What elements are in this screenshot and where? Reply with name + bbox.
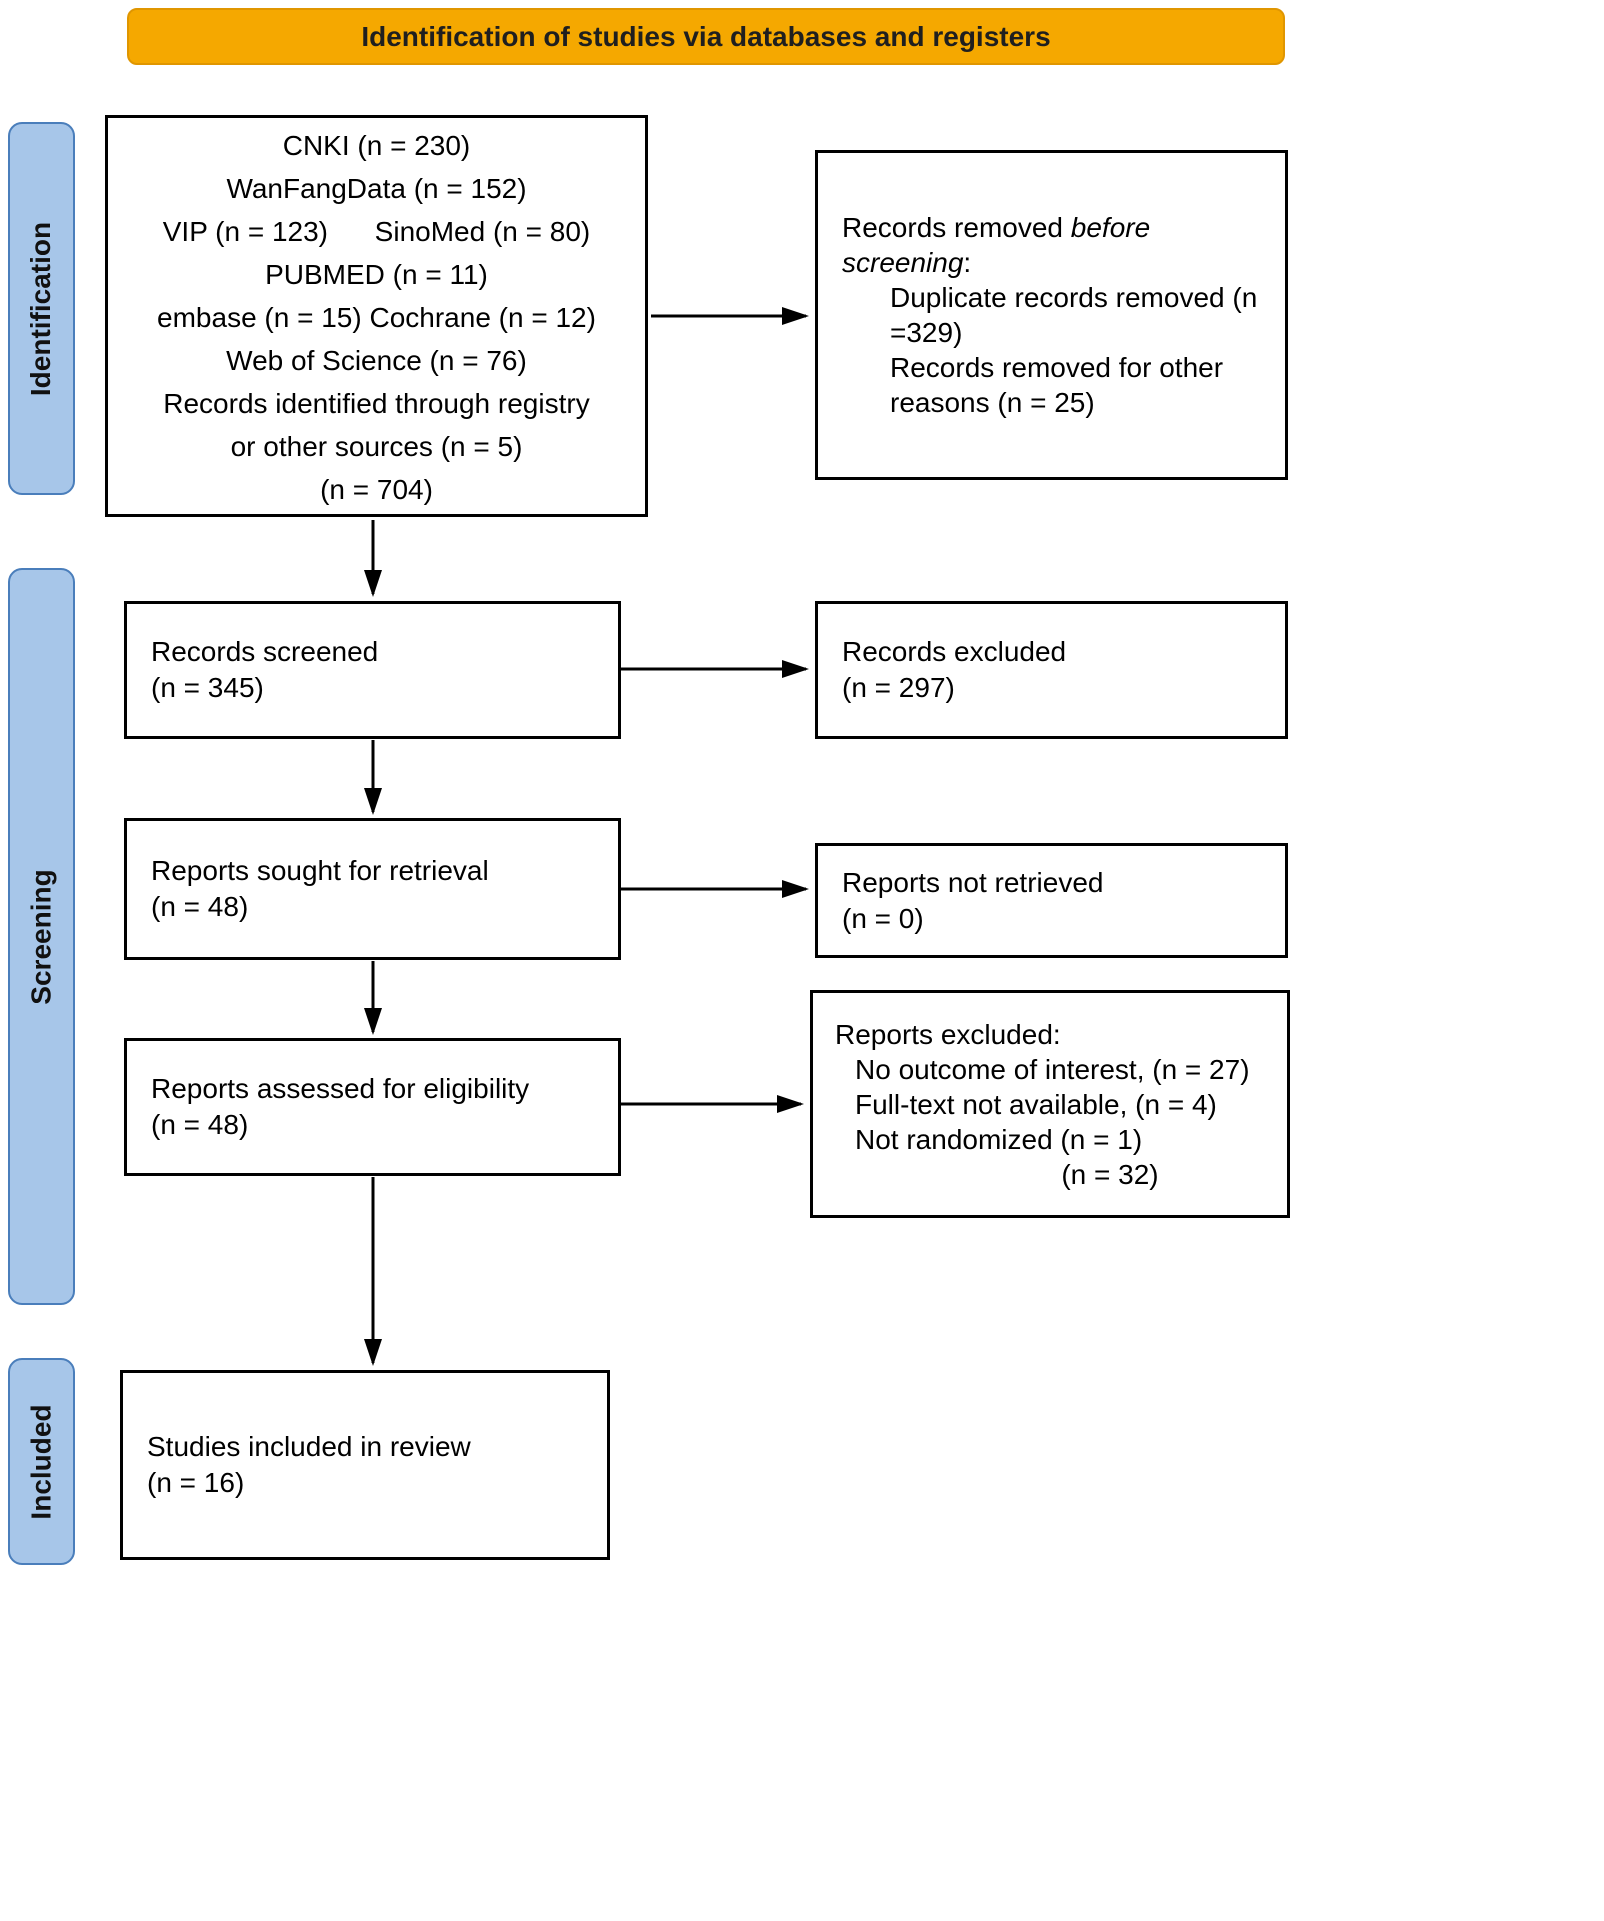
stage-label-included-text: Included: [25, 1403, 57, 1520]
stage-label-included: [8, 1358, 75, 1565]
records-removed-title-italic: before screening: [842, 212, 1151, 278]
reports-excluded-reason: Full-text not available, (n = 4): [855, 1088, 1217, 1120]
records-removed-item: Records removed for other reasons (n = 25): [890, 352, 1224, 418]
reports-excluded-title: Reports excluded:: [835, 1018, 1061, 1050]
stage-label-identification: [8, 122, 75, 495]
box-reports-excluded: [810, 990, 1290, 1218]
source-line: Records identified through registry: [163, 388, 590, 419]
records-excluded-label: Records excluded: [842, 636, 1067, 667]
source-line: (n = 704): [320, 474, 433, 505]
reports-not-retrieved-label: Reports not retrieved: [842, 866, 1104, 898]
records-removed-title-normal: Records removed: [842, 212, 1071, 243]
box-reports-not-retrieved: [815, 843, 1288, 958]
stage-label-screening: [8, 568, 75, 1305]
reports-excluded-reason: No outcome of interest, (n = 27): [855, 1053, 1250, 1085]
records-removed-item: Duplicate records removed (n =329): [890, 282, 1258, 348]
reports-assessed-label: Reports assessed for eligibility: [151, 1073, 530, 1104]
banner-title: Identification of studies via databases and registers: [127, 8, 1285, 65]
records-excluded-count: (n = 297): [842, 672, 955, 703]
reports-excluded-total: (n = 32): [1061, 1158, 1159, 1190]
reports-sought-count: (n = 48): [151, 891, 249, 922]
stage-label-screening-text: Screening: [25, 868, 57, 1005]
reports-not-retrieved-count: (n = 0): [842, 902, 924, 934]
box-reports-assessed: [124, 1038, 621, 1176]
source-line: Web of Science (n = 76): [226, 345, 527, 376]
box-identification-sources: [105, 115, 648, 517]
source-line: PUBMED (n = 11): [265, 259, 488, 290]
box-records-screened: [124, 601, 621, 739]
studies-included-count: (n = 16): [147, 1467, 245, 1498]
box-records-excluded: [815, 601, 1288, 739]
source-line: embase (n = 15) Cochrane (n = 12): [157, 302, 596, 333]
box-reports-sought: [124, 818, 621, 960]
reports-sought-label: Reports sought for retrieval: [151, 855, 489, 886]
records-removed-title: [842, 210, 1261, 280]
reports-assessed-count: (n = 48): [151, 1109, 249, 1140]
studies-included-label: Studies included in review: [147, 1431, 471, 1462]
records-screened-label: Records screened: [151, 636, 379, 667]
records-removed-title-suffix: :: [963, 247, 972, 278]
source-line: WanFangData (n = 152): [226, 173, 527, 204]
box-records-removed: [815, 150, 1288, 480]
source-line: VIP (n = 123) SinoMed (n = 80): [162, 216, 591, 247]
stage-label-identification-text: Identification: [25, 221, 57, 396]
source-line: or other sources (n = 5): [230, 431, 523, 462]
records-screened-count: (n = 345): [151, 672, 264, 703]
source-line: CNKI (n = 230): [282, 130, 471, 161]
box-studies-included: [120, 1370, 610, 1560]
reports-excluded-reason: Not randomized (n = 1): [855, 1123, 1143, 1155]
